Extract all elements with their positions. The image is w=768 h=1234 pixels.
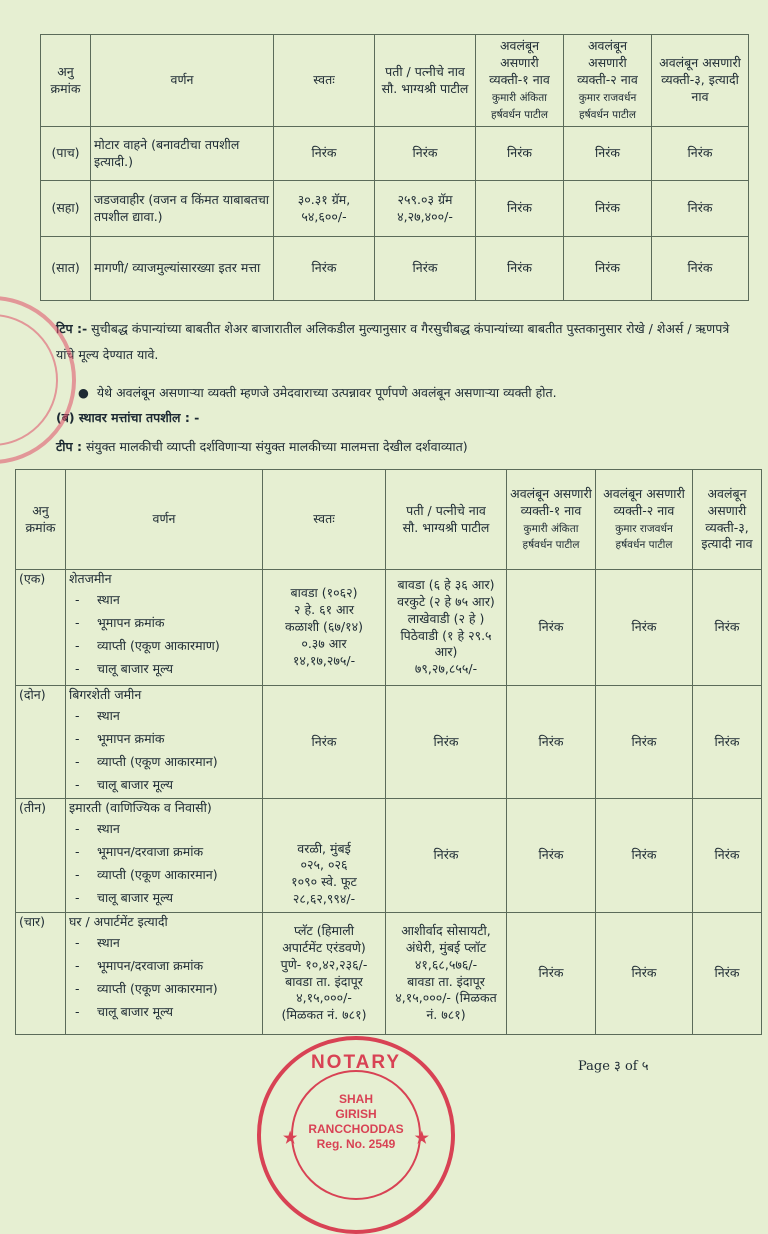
sub-item-list (69, 708, 259, 794)
cell-self (263, 570, 386, 686)
note-text: संयुक्त मालकीची व्याप्ती दर्शविणाऱ्या संयुक्त मालकीच्या मालमत्ता देखील दर्शवाव्यात) (85, 439, 468, 454)
header-spouse-name: सौ. भाग्यश्री पाटील (402, 519, 490, 535)
header-spouse-label: पती / पत्नीचे नाव (385, 63, 465, 79)
sub-item: - भूमापन/दरवाजा क्रमांक (69, 958, 259, 975)
stamp-line-4: Reg. No. 2549 (316, 1137, 396, 1151)
value-line: बावडा (६ हे ३६ आर) (397, 576, 495, 592)
sub-item-list (69, 821, 259, 907)
sub-item: - स्थान (69, 708, 259, 725)
sub-item: - चालू बाजार मूल्य (69, 777, 259, 794)
stamp-title: NOTARY (310, 1052, 402, 1073)
cell-spouse (386, 913, 507, 1035)
stamp-star-right: ★ (414, 1130, 429, 1147)
value-line: वरळी, मुंबई (297, 840, 351, 856)
value-line: ०.३७ आर (301, 635, 347, 651)
row-description (66, 570, 263, 686)
header-dep3: अवलंबून असणारी व्यक्ती-३, इत्यादी नाव (652, 35, 749, 127)
header-sr-no: अनु क्रमांक (41, 35, 91, 127)
header-spouse (375, 35, 476, 127)
sub-item-list (69, 935, 259, 1021)
row-description (66, 799, 263, 913)
header-description: वर्णन (91, 35, 274, 127)
value-line: बावडा ता. इंदापूर (407, 973, 485, 989)
value-line: ७९,२७,८५५/- (414, 661, 478, 677)
cell-dep2: निरंक (596, 913, 693, 1035)
table-header-row (16, 470, 762, 570)
cell-self (263, 799, 386, 913)
cell-dep2: निरंक (564, 237, 652, 301)
section-title (56, 409, 748, 428)
header-self: स्वतः (274, 35, 375, 127)
cell-spouse: निरंक (375, 237, 476, 301)
row-description (66, 686, 263, 799)
value-line: (मिळकत नं. ७८१) (281, 1007, 367, 1023)
sub-item: - चालू बाजार मूल्य (69, 890, 259, 907)
notary-stamp (257, 1036, 455, 1234)
row-description: जडजवाहीर (वजन व किंमत याबाबतचा तपशील द्यावा.) (91, 181, 274, 237)
cell-dep1: निरंक (507, 913, 596, 1035)
sub-item: - चालू बाजार मूल्य (69, 661, 259, 678)
bullet-text: येथे अवलंबून असणाऱ्या व्यक्ती म्हणजे उमेदवाराच्या उत्पन्नावर पूर्णपणे अवलंबून असणाऱ्या व्यक्ती होत. (96, 385, 557, 400)
table-row (41, 127, 749, 181)
stamp-inner-ring (0, 314, 58, 446)
header-sr-no: अनु क्रमांक (16, 470, 66, 570)
value-line: कळाशी (६७/१४) (284, 619, 363, 635)
cell-dep1: निरंक (476, 127, 564, 181)
sub-item: - चालू बाजार मूल्य (69, 1004, 259, 1021)
note-text: सुचीबद्ध कंपान्यांच्या बाबतीत शेअर बाजारातील अलिकडील मुल्यानुसार व गैरसुचीबद्ध कंपान्यांच्या बाबतीत पुस्तकानुसार रोखे / शेअर्स / ऋणपत्रे यांचे मूल्य देण्यात यावे. (56, 321, 730, 363)
stamp-line-3: RANCCHODDAS (308, 1122, 404, 1136)
cell-spouse: निरंक (386, 799, 507, 913)
header-self: स्वतः (263, 470, 386, 570)
table-row (16, 799, 762, 913)
cell-spouse: निरंक (386, 686, 507, 799)
value-line: पुणे- १०,४२,२३६/- (280, 956, 368, 972)
cell-self: ३०.३१ ग्रॅम, ५४,६००/- (274, 181, 375, 237)
cell-dep3: निरंक (693, 570, 762, 686)
sub-item: - व्याप्ती (एकूण आकारमान) (69, 867, 259, 884)
cell-spouse (386, 570, 507, 686)
sub-item: - भूमापन क्रमांक (69, 615, 259, 632)
value-line: नं. ७८१) (426, 1007, 466, 1023)
note-label: टीप : (56, 439, 82, 454)
cell-dep3: निरंक (693, 686, 762, 799)
cell-dep2: निरंक (596, 686, 693, 799)
sub-item: - भूमापन/दरवाजा क्रमांक (69, 844, 259, 861)
table-row (16, 686, 762, 799)
header-dep2-label: अवलंबून असणारी व्यक्ती-२ नाव (577, 38, 638, 88)
sub-item: - भूमापन क्रमांक (69, 731, 259, 748)
page-number: Page ३ of ५ (578, 1059, 649, 1074)
header-dep2-name: कुमार राजवर्धन हर्षवर्धन पाटील (578, 91, 637, 121)
row-description: मोटार वाहने (बनावटीचा तपशील इत्यादी.) (91, 127, 274, 181)
cell-dep2: निरंक (596, 570, 693, 686)
sub-item: - व्याप्ती (एकूण आकारमान) (69, 981, 259, 998)
stamp-star-left: ★ (283, 1130, 298, 1147)
row-sr: (सात) (41, 237, 91, 301)
header-spouse-label: पती / पत्नीचे नाव (406, 502, 486, 518)
row-sr: (तीन) (16, 799, 66, 913)
row-sr: (चार) (16, 913, 66, 1035)
row-title: बिगरशेती जमीन (69, 687, 142, 702)
cell-dep3: निरंक (652, 237, 749, 301)
value-line: १०९० स्वे. फूट (291, 874, 357, 890)
row-description: मागणी/ व्याजमुल्यांसारख्या इतर मत्ता (91, 237, 274, 301)
cell-dep1: निरंक (507, 799, 596, 913)
table-row (16, 570, 762, 686)
cell-dep2: निरंक (564, 127, 652, 181)
header-dep2-label: अवलंबून असणारी व्यक्ती-२ नाव (603, 485, 685, 518)
value-line: प्लॅट (हिमाली (293, 922, 354, 938)
sub-item: - व्याप्ती (एकूण आकारमान) (69, 754, 259, 771)
value-line: ४,१५,०००/- (मिळकत (395, 990, 497, 1006)
value-line: ४,१५,०००/- (296, 990, 352, 1006)
row-sr: (सहा) (41, 181, 91, 237)
value-line: बावडा ता. इंदापूर (285, 973, 363, 989)
sub-item: - स्थान (69, 821, 259, 838)
header-dep2-name: कुमार राजवर्धन हर्षवर्धन पाटील (615, 522, 673, 552)
cell-spouse: निरंक (375, 127, 476, 181)
value-line: ४१,६८,५७६/- (414, 956, 478, 972)
value-line: १४,१७,२७५/- (292, 652, 356, 668)
stamp-line-1: SHAH (338, 1092, 373, 1106)
header-dep1-label: अवलंबून असणारी व्यक्ती-१ नाव (510, 485, 592, 518)
header-description: वर्णन (66, 470, 263, 570)
cell-spouse: २५९.०३ ग्रॅम ४,२७,४००/- (375, 181, 476, 237)
sub-item: - व्याप्ती (एकूण आकारमाण) (69, 638, 259, 655)
value-line: अपार्टमेंट एरंडवणे) (282, 939, 366, 955)
row-sr: (पाच) (41, 127, 91, 181)
cell-self (263, 913, 386, 1035)
sub-item: - स्थान (69, 935, 259, 952)
note-listed-shares (56, 316, 748, 369)
sub-item-list (69, 592, 259, 678)
header-dep2 (564, 35, 652, 127)
immovable-assets-table (15, 469, 762, 1035)
note-dependents (78, 384, 748, 403)
value-line: ०२५, ०२६ (300, 857, 348, 873)
header-spouse (386, 470, 507, 570)
sub-item: - स्थान (69, 592, 259, 609)
row-title: इमारती (वाणिज्यिक व निवासी) (69, 800, 212, 815)
cell-dep1: निरंक (507, 570, 596, 686)
section-title-text: (ब) स्थावर मत्तांचा तपशील : - (56, 410, 200, 425)
value-line: लाखेवाडी (२ हे ) (407, 610, 485, 626)
cell-self: निरंक (263, 686, 386, 799)
header-dep1-name: कुमारी अंकिता हर्षवर्धन पाटील (522, 522, 580, 552)
row-title: घर / अपार्टमेंट इत्यादी (69, 914, 168, 929)
note-label: टिप :- (56, 321, 88, 336)
value-line: आशीर्वाद सोसायटी, (401, 922, 491, 938)
row-title: शेतजमीन (69, 571, 112, 586)
bullet-icon: ● (78, 385, 97, 400)
cell-dep3: निरंक (652, 181, 749, 237)
cell-dep1: निरंक (476, 237, 564, 301)
cell-self: निरंक (274, 237, 375, 301)
value-line: वरकुटे (२ हे ७५ आर) (397, 593, 495, 609)
value-line: पिठेवाडी (१ हे २९.५ आर) (400, 627, 492, 660)
cell-dep1: निरंक (507, 686, 596, 799)
note-joint-ownership (56, 438, 748, 457)
header-dep2 (596, 470, 693, 570)
cell-dep3: निरंक (652, 127, 749, 181)
movable-assets-table (40, 34, 749, 301)
cell-dep1: निरंक (476, 181, 564, 237)
cell-dep3: निरंक (693, 799, 762, 913)
stamp-line-2: GIRISH (335, 1107, 377, 1121)
value-line: २ हे. ६१ आर (294, 602, 354, 618)
row-description (66, 913, 263, 1035)
cell-dep2: निरंक (564, 181, 652, 237)
table-row (16, 913, 762, 1035)
cell-self: निरंक (274, 127, 375, 181)
header-dep1 (476, 35, 564, 127)
header-dep1-name: कुमारी अंकिता हर्षवर्धन पाटील (491, 91, 548, 121)
row-sr: (दोन) (16, 686, 66, 799)
row-sr: (एक) (16, 570, 66, 686)
value-line: २८,६२,९९४/- (292, 891, 356, 907)
value-line: बावडा (१०६२) (290, 585, 358, 601)
table-header-row (41, 35, 749, 127)
table-row (41, 181, 749, 237)
table-row (41, 237, 749, 301)
cell-dep3: निरंक (693, 913, 762, 1035)
cell-dep2: निरंक (596, 799, 693, 913)
header-dep3: अवलंबून असणारी व्यक्ती-३, इत्यादी नाव (693, 470, 762, 570)
header-dep1 (507, 470, 596, 570)
header-spouse-name: सौ. भाग्यश्री पाटील (381, 80, 469, 96)
value-line: अंधेरी, मुंबई प्लॉट (405, 939, 487, 955)
header-dep1-label: अवलंबून असणारी व्यक्ती-१ नाव (489, 38, 550, 88)
